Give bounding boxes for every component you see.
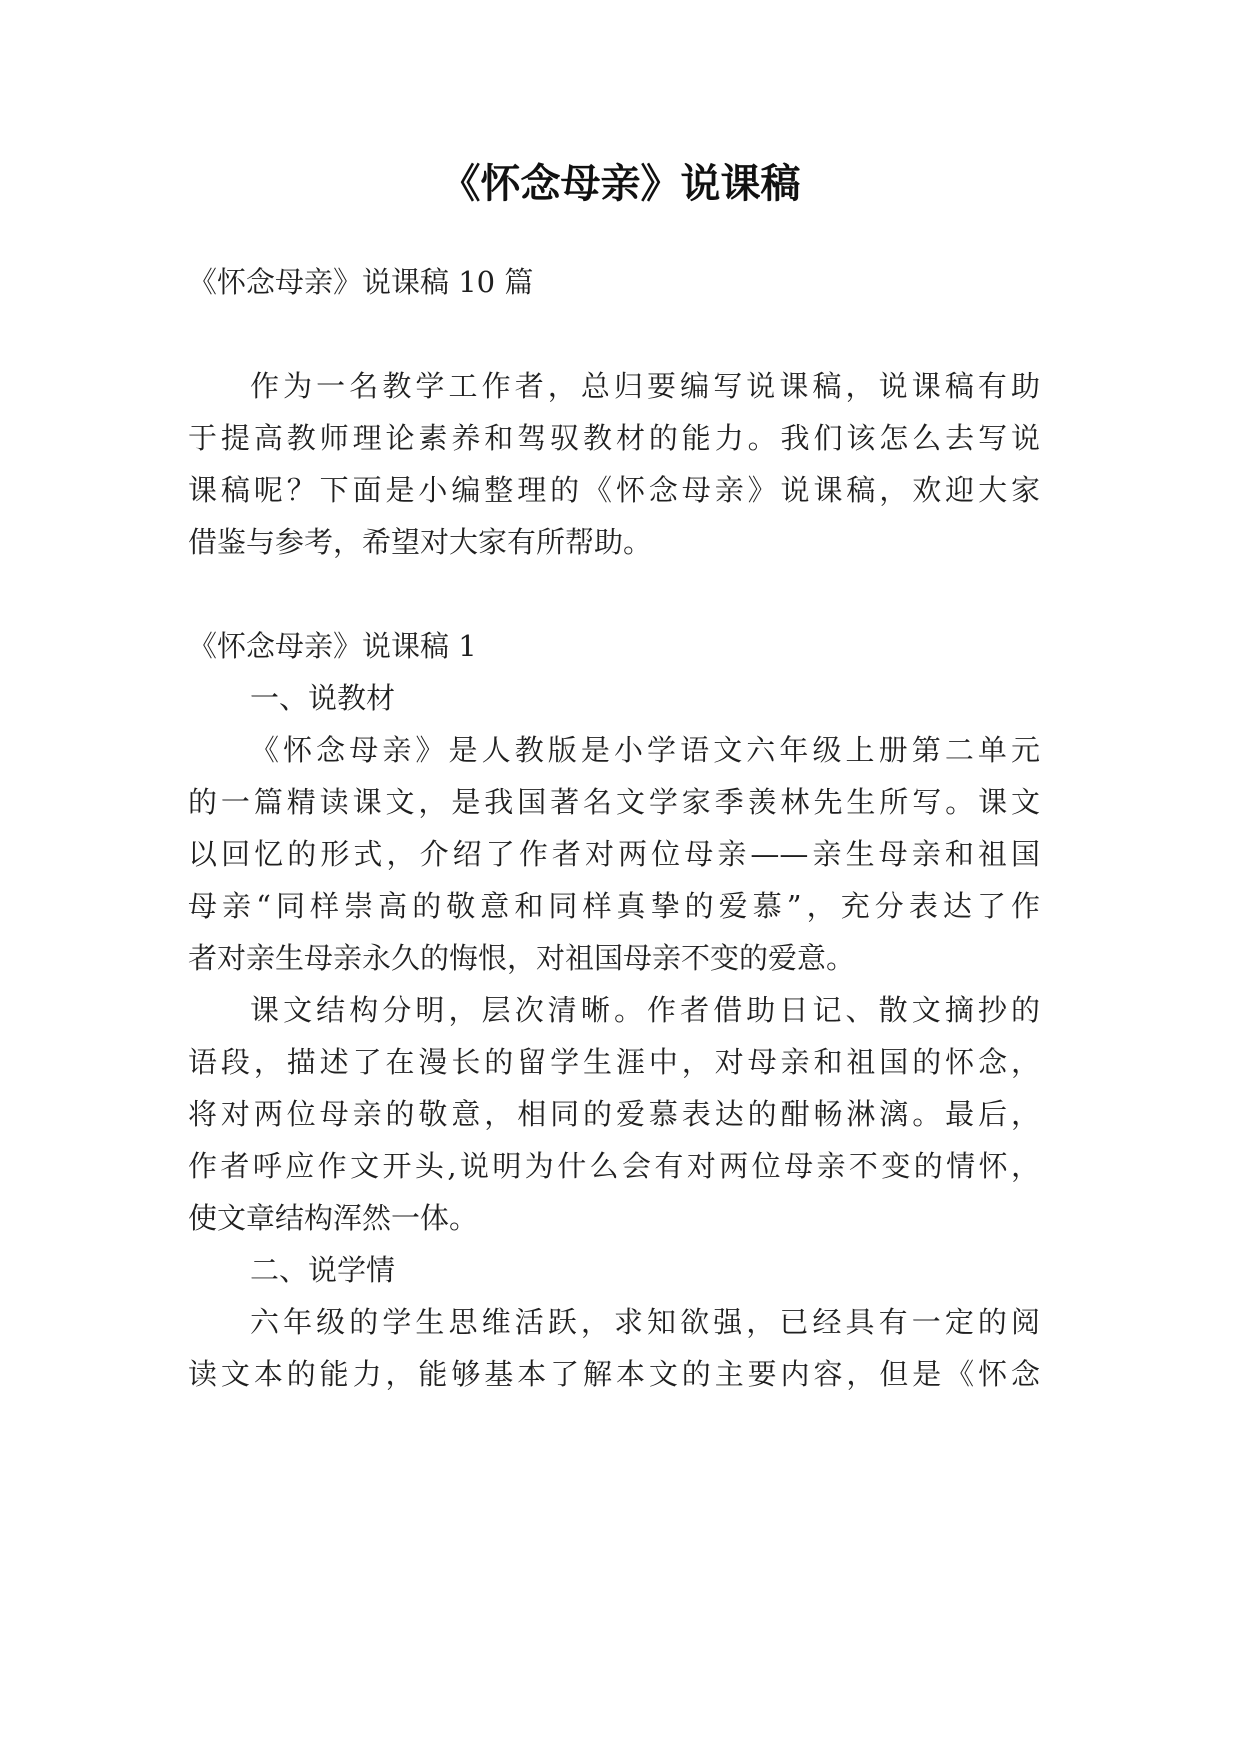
- part-heading: 二、说学情: [250, 1253, 396, 1287]
- paragraph-line: 以回忆的形式，介绍了作者对两位母亲——亲生母亲和祖国: [188, 837, 1040, 871]
- paragraph-line: 使文章结构浑然一体。: [188, 1201, 479, 1235]
- paragraph-line: 课文结构分明，层次清晰。作者借助日记、散文摘抄的: [250, 993, 1040, 1027]
- intro-line: 于提高教师理论素养和驾驭教材的能力。我们该怎么去写说: [188, 421, 1040, 455]
- paragraph-line: 者对亲生母亲永久的悔恨，对祖国母亲不变的爱意。: [188, 941, 856, 975]
- document-title: 《怀念母亲》说课稿: [440, 161, 801, 207]
- part-heading: 一、说教材: [250, 681, 396, 715]
- paragraph-line: 将对两位母亲的敬意，相同的爱慕表达的酣畅淋漓。最后，: [188, 1097, 1040, 1131]
- paragraph-line: 作者呼应作文开头,说明为什么会有对两位母亲不变的情怀，: [188, 1149, 1040, 1183]
- paragraph-line: 读文本的能力，能够基本了解本文的主要内容，但是《怀念: [188, 1357, 1040, 1391]
- intro-line: 课稿呢？下面是小编整理的《怀念母亲》说课稿，欢迎大家: [188, 473, 1040, 507]
- intro-line: 借鉴与参考，希望对大家有所帮助。: [188, 525, 653, 559]
- paragraph-line: 《怀念母亲》是人教版是小学语文六年级上册第二单元: [250, 733, 1040, 767]
- paragraph-line: 六年级的学生思维活跃，求知欲强，已经具有一定的阅: [250, 1305, 1040, 1339]
- document-subtitle: 《怀念母亲》说课稿 10 篇: [188, 265, 534, 299]
- paragraph-line: 母亲“同样崇高的敬意和同样真挚的爱慕”，充分表达了作: [188, 889, 1040, 923]
- section-heading: 《怀念母亲》说课稿 1: [188, 629, 477, 663]
- paragraph-line: 语段，描述了在漫长的留学生涯中，对母亲和祖国的怀念，: [188, 1045, 1040, 1079]
- intro-line: 作为一名教学工作者，总归要编写说课稿，说课稿有助: [250, 369, 1040, 403]
- paragraph-line: 的一篇精读课文，是我国著名文学家季羡林先生所写。课文: [188, 785, 1040, 819]
